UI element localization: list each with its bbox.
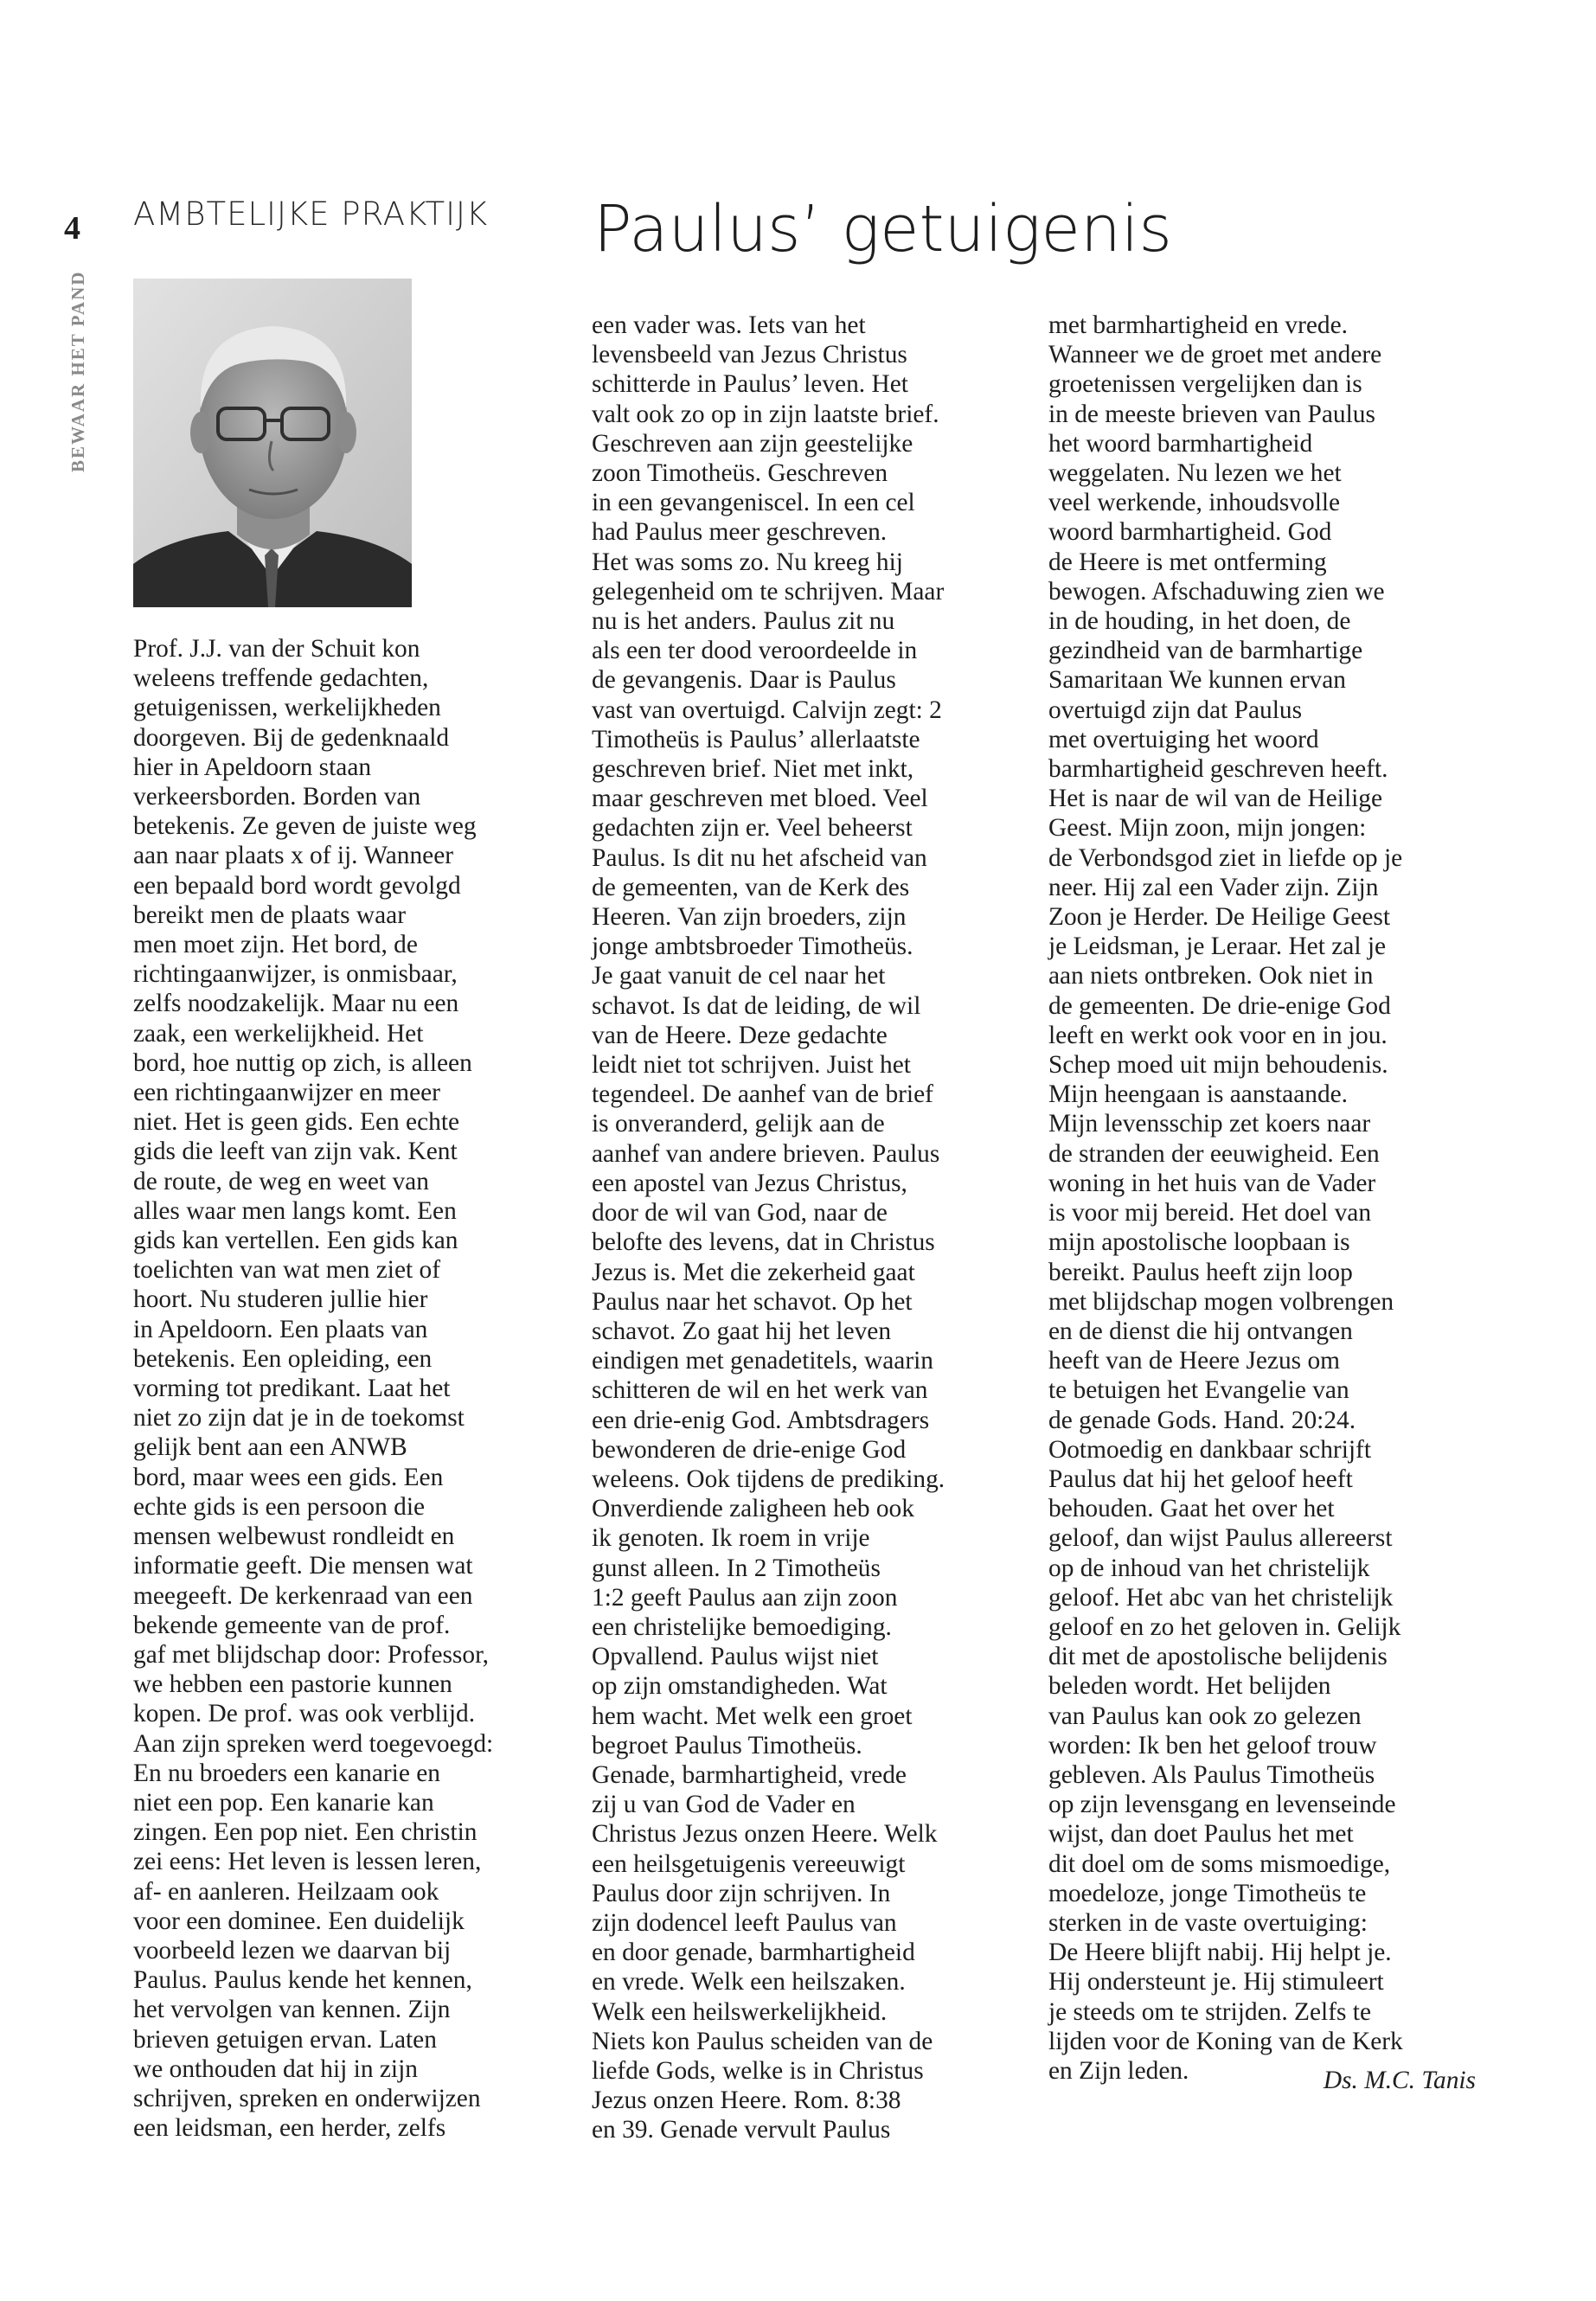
- portrait-illustration: [133, 279, 412, 607]
- article-column-1: Prof. J.J. van der Schuit kon weleens treffende gedachten, getuigenissen, werkelijkheden doorgeven. Bij de gedenknaald hier in Apeldoorn staan verkeersborden. Borden van betekenis. Ze geven de juiste weg aan naar plaats x of ij. Wanneer een bepaald bord wordt gevolgd bereikt men de plaats waar men moet zijn. Het bord, de richtingaanwijzer, is onmisbaar, zelfs noodzakelijk. Maar nu een zaak, een werkelijkheid. Het bord, hoe nuttig op zich, is alleen een richtingaanwijzer en meer niet. Het is geen gids. Een echte gids die leeft van zijn vak. Kent de route, de weg en weet van alles waar men langs komt. Een gids kan vertellen. Een gids kan toelichten van wat men ziet of hoort. Nu studeren jullie hier in Apeldoorn. Een plaats van betekenis. Een opleiding, een vorming tot predikant. Laat het niet zo zijn dat je in de toekomst gelijk bent aan een ANWB bord, maar wees een gids. Een echte gids is een persoon die mensen welbewust rondleidt en informatie geeft. Die mensen wat meegeeft. De kerkenraad van een bekende gemeente van de prof. gaf met blijdschap door: Professor, we hebben een pastorie kunnen kopen. De prof. was ook verblijd. Aan zijn spreken werd toegevoegd: En nu broeders een kanarie en niet een pop. Een kanarie kan zingen. Een pop niet. Een christin zei eens: Het leven is lessen leren, af- en aanleren. Heilzaam ook voor een dominee. Een duidelijk voorbeeld lezen we daarvan bij Paulus. Paulus kende het kennen, het vervolgen van kennen. Zijn brieven getuigen ervan. Laten we onthouden dat hij in zijn schrijven, spreken en onderwijzen een leidsman, een herder, zelfs: [133, 635, 494, 2143]
- section-label: AMBTELIJKE PRAKTIJK: [133, 195, 489, 233]
- author-signature: Ds. M.C. Tanis: [1323, 2067, 1476, 2094]
- article-column-2: een vader was. Iets van het levensbeeld van Jezus Christus schitterde in Paulus’ leven. Het valt ook zo op in zijn laatste brief. Geschreven aan zijn geestelijke zoon Timotheüs. Geschreven in een gevangeniscel. In een cel had Paulus meer geschreven. Het was soms zo. Nu kreeg hij gelegenheid om te schrijven. Maar nu is het anders. Paulus zit nu als een ter dood veroordeelde in de gevangenis. Daar is Paulus vast van overtuigd. Calvijn zegt: 2 Timotheüs is Paulus’ allerlaatste geschreven brief. Niet met inkt, maar geschreven met bloed. Veel gedachten zijn er. Veel beheerst Paulus. Is dit nu het afscheid van de gemeenten, van de Kerk des Heeren. Van zijn broeders, zijn jonge ambtsbroeder Timotheüs. Je gaat vanuit de cel naar het schavot. Is dat de leiding, de wil van de Heere. Deze gedachte leidt niet tot schrijven. Juist het tegendeel. De aanhef van de brief is onveranderd, gelijk aan de aanhef van andere brieven. Paulus een apostel van Jezus Christus, door de wil van God, naar de belofte des levens, dat in Christus Jezus is. Met die zekerheid gaat Paulus naar het schavot. Op het schavot. Zo gaat hij het leven eindigen met genadetitels, waarin schitteren de wil en het werk van een drie-enig God. Ambtsdragers bewonderen de drie-enige God weleens. Ook tijdens de prediking. Onverdiende zaligheen heb ook ik genoten. Ik roem in vrije gunst alleen. In 2 Timotheüs 1:2 geeft Paulus aan zijn zoon een christelijke bemoediging. Opvallend. Paulus wijst niet op zijn omstandigheden. Wat hem wacht. Met welk een groet begroet Paulus Timotheüs. Genade, barmhartigheid, vrede zij u van God de Vader en Christus Jezus onzen Heere. Welk een heilsgetuigenis vereeuwigt Paulus door zijn schrijven. In zijn dodencel leeft Paulus van en door genade, barmhartigheid en vrede. Welk een heilszaken. Welk een heilswerkelijkheid. Niets kon Paulus scheiden van de liefde Gods, welke is in Christus Jezus onzen Heere. Rom. 8:38 en 39. Genade vervult Paulus: [592, 311, 945, 2144]
- page-number: 4: [64, 210, 80, 247]
- author-portrait: [133, 279, 412, 607]
- article-column-3: met barmhartigheid en vrede. Wanneer we de groet met andere groetenissen vergelijken dan is in de meeste brieven van Paulus het woord barmhartigheid weggelaten. Nu lezen we het veel werkende, inhoudsvolle woord barmhartigheid. God de Heere is met ontferming bewogen. Afschaduwing zien we in de houding, in het doen, de gezindheid van de barmhartige Samaritaan We kunnen ervan overtuigd zijn dat Paulus met overtuiging het woord barmhartigheid geschreven heeft. Het is naar de wil van de Heilige Geest. Mijn zoon, mijn jongen: de Verbondsgod ziet in liefde op je neer. Hij zal een Vader zijn. Zijn Zoon je Herder. De Heilige Geest je Leidsman, je Leraar. Het zal je aan niets ontbreken. Ook niet in de gemeenten. De drie-enige God leeft en werkt ook voor en in jou. Schep moed uit mijn behoudenis. Mijn heengaan is aanstaande. Mijn levensschip zet koers naar de stranden der eeuwigheid. Een woning in het huis van de Vader is voor mij bereid. Het doel van mijn apostolische loopbaan is bereikt. Paulus heeft zijn loop met blijdschap mogen volbrengen en de dienst die hij ontvangen heeft van de Heere Jezus om te betuigen het Evangelie van de genade Gods. Hand. 20:24. Ootmoedig en dankbaar schrijft Paulus dat hij het geloof heeft behouden. Gaat het over het geloof, dan wijst Paulus allereerst op de inhoud van het christelijk geloof. Het abc van het christelijk geloof en zo het geloven in. Gelijk dit met de apostolische belijdenis beleden wordt. Het belijden van Paulus kan ook zo gelezen worden: Ik ben het geloof trouw gebleven. Als Paulus Timotheüs op zijn levensgang en levenseinde wijst, dan doet Paulus het met dit doel om de soms mismoedige, moedeloze, jonge Timotheüs te sterken in de vaste overtuiging: De Heere blijft nabij. Hij helpt je. Hij ondersteunt je. Hij stimuleert je steeds om te strijden. Zelfs te lijden voor de Koning van de Kerk en Zijn leden.: [1048, 311, 1403, 2085]
- spine-label: BEWAAR HET PAND: [67, 270, 88, 472]
- article-title: Paulus’ getuigenis: [593, 192, 1172, 266]
